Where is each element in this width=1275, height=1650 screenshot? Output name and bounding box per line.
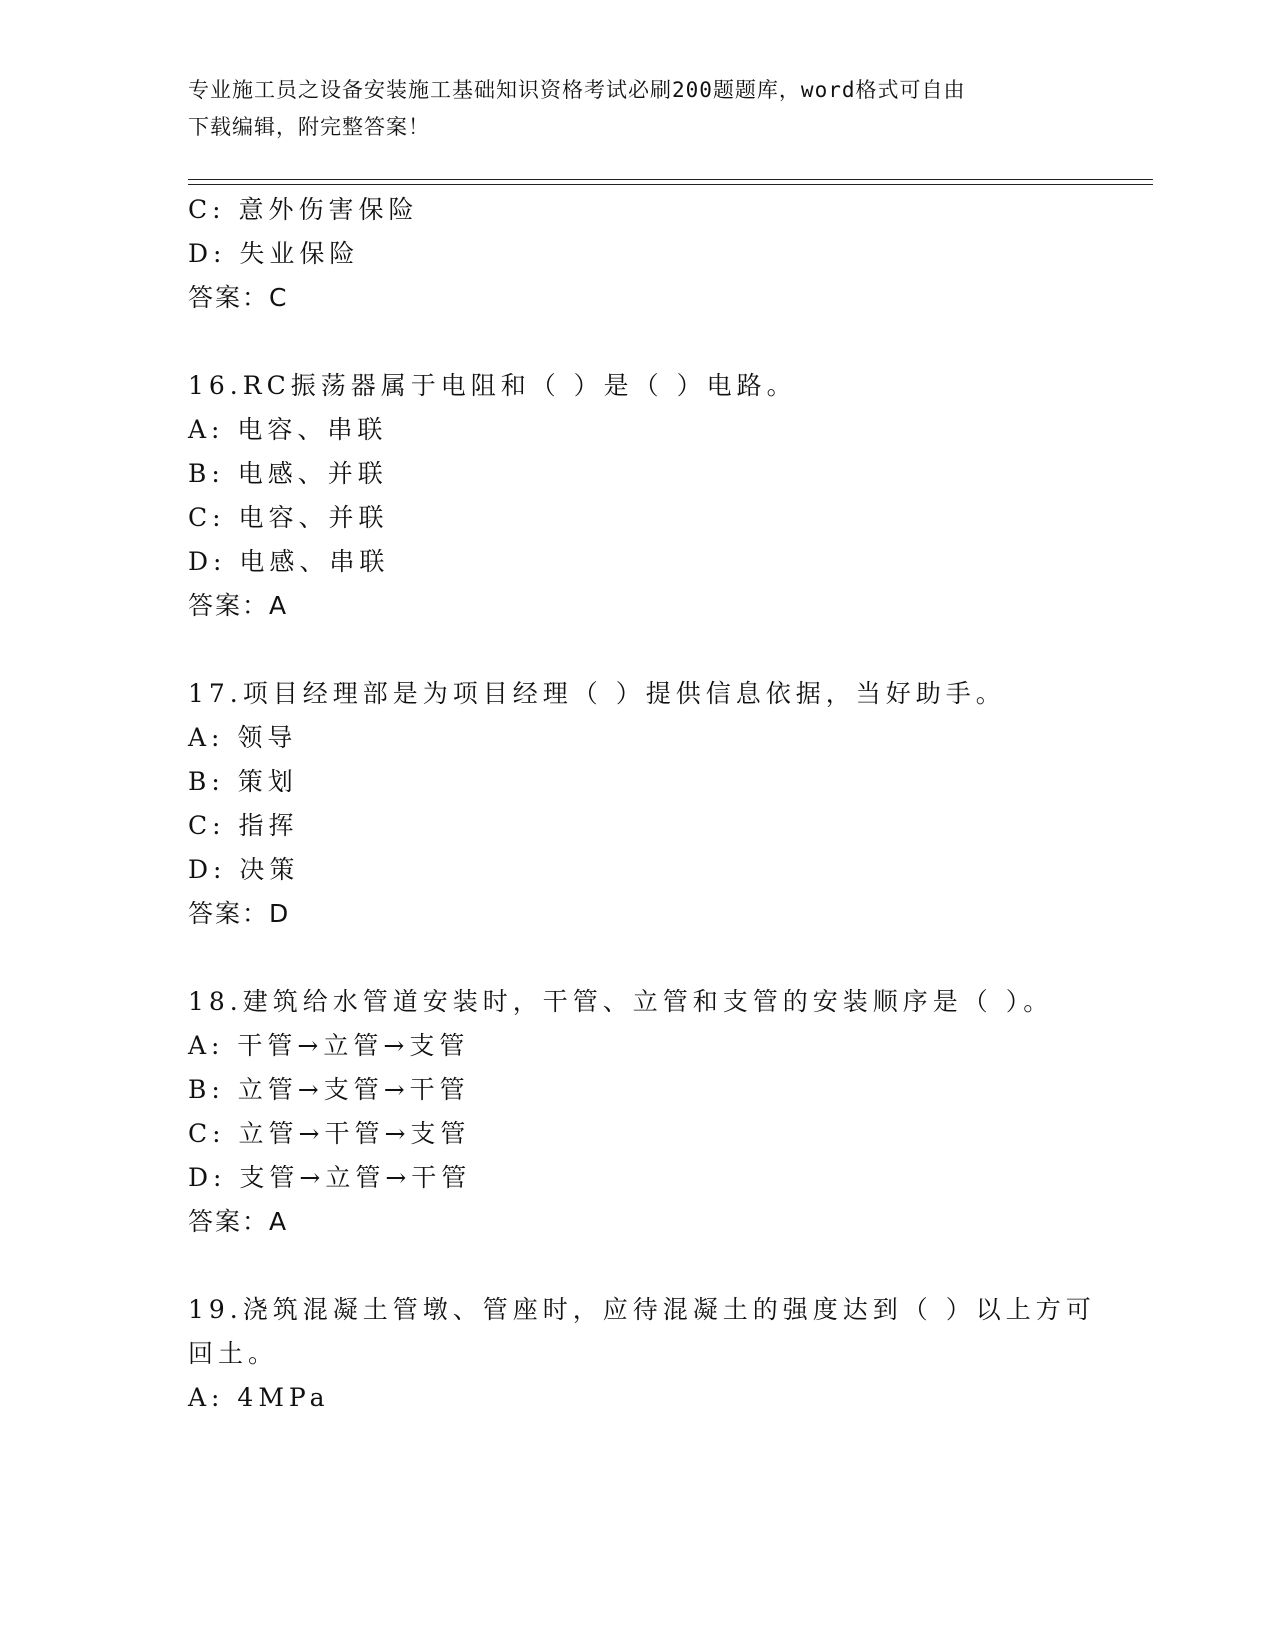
q18-option-c: C: 立管→干管→支管 [188,1119,471,1148]
header-line-2: 下载编辑，附完整答案！ [188,115,430,139]
q18-option-d: D: 支管→立管→干管 [188,1163,472,1192]
header-divider-top [188,179,1153,180]
q19-question-line-2: 回土。 [188,1339,279,1368]
q18-option-a: A: 干管→立管→支管 [188,1031,470,1060]
q15-option-d: D: 失业保险 [188,239,360,268]
q18-question: 18.建筑给水管道安装时，干管、立管和支管的安装顺序是（ ）。 [188,987,1054,1016]
q16-option-d: D: 电感、串联 [188,547,390,576]
header-divider-bottom [188,184,1153,185]
q16-option-a: A: 电容、串联 [188,415,388,444]
q16-answer: 答案：A [188,591,289,620]
q17-option-c: C: 指挥 [188,811,299,840]
q17-answer: 答案：D [188,899,291,928]
q16-question: 16.RC振荡器属于电阻和（ ）是（ ）电路。 [188,371,797,400]
q17-option-b: B: 策划 [188,767,298,796]
q15-option-c: C: 意外伤害保险 [188,195,419,224]
q17-option-a: A: 领导 [188,723,298,752]
document-header [188,72,1068,146]
q18-option-b: B: 立管→支管→干管 [188,1075,470,1104]
q19-option-a: A: 4MPa [188,1383,330,1412]
q15-answer: 答案：C [188,283,289,312]
q16-option-b: B: 电感、并联 [188,459,388,488]
q19-question-line-1: 19.浇筑混凝土管墩、管座时，应待混凝土的强度达到（ ）以上方可 [188,1295,1096,1324]
q17-option-d: D: 决策 [188,855,300,884]
q16-option-c: C: 电容、并联 [188,503,389,532]
q17-question: 17.项目经理部是为项目经理（ ）提供信息依据，当好助手。 [188,679,1006,708]
q18-answer: 答案：A [188,1207,289,1236]
header-line-1: 专业施工员之设备安装施工基础知识资格考试必刷200题题库，word格式可自由 [188,78,966,102]
